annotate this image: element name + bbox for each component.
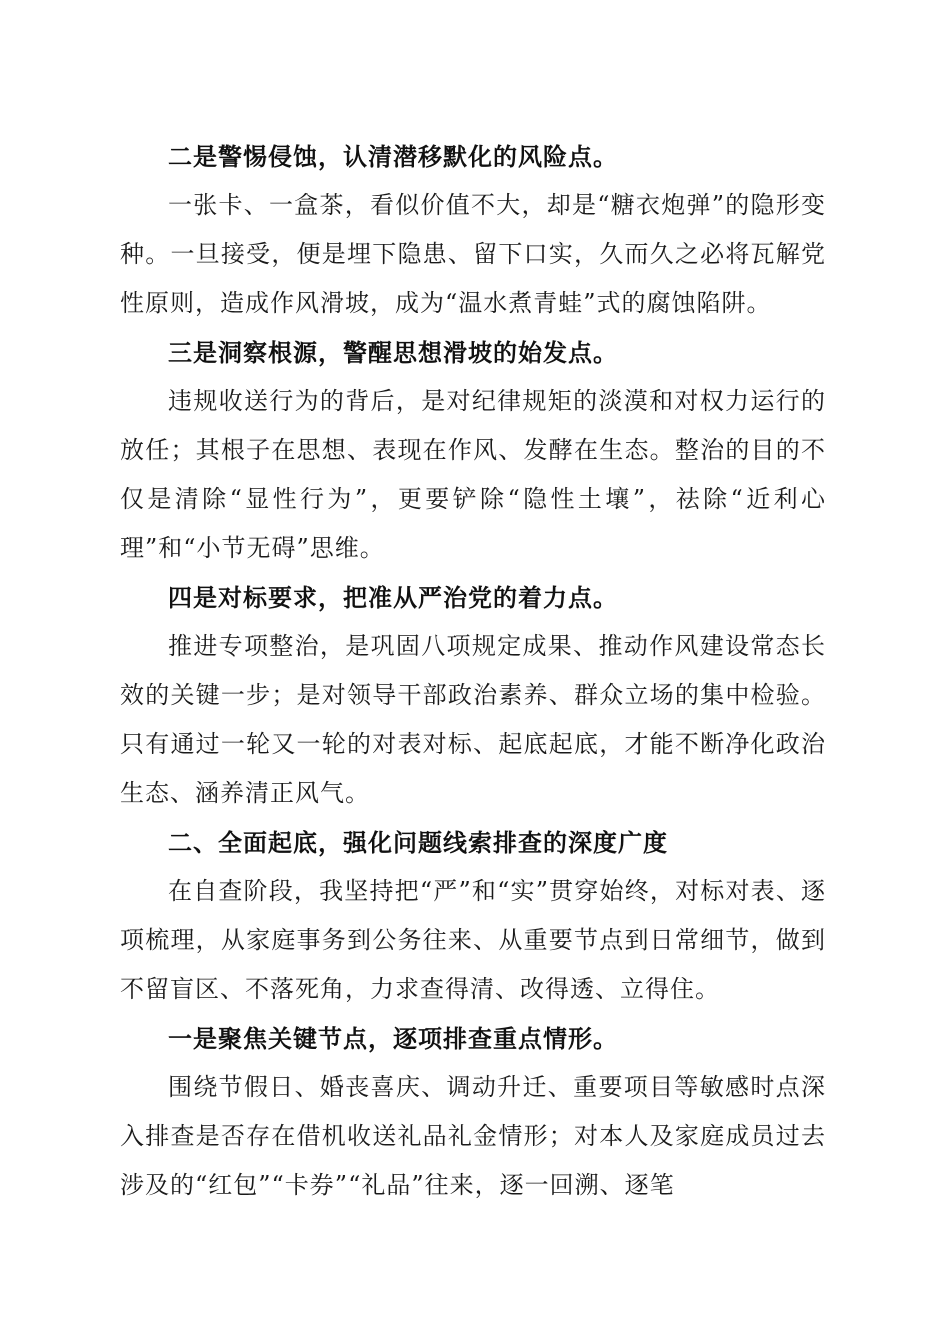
section-heading: 四是对标要求，把准从严治党的着力点。 [168,583,618,612]
body-paragraph: 一张卡、一盒茶，看似价值不大，却是“糖衣炮弹”的隐形变种。一旦接受，便是埋下隐患、留下口实，久而久之必将瓦解党性原则，造成作风滑坡，成为“温水煮青蛙”式的腐蚀陷阱。 [120,191,826,317]
body-paragraph: 违规收送行为的背后，是对纪律规矩的淡漠和对权力运行的放任；其根子在思想、表现在作风、发酵在生态。整治的目的不仅是清除“显性行为”，更要铲除“隐性土壤”，祛除“近利心理”和“小节无碍”思维。 [120,387,826,562]
body-paragraph: 围绕节假日、婚丧喜庆、调动升迁、重要项目等敏感时点深入排查是否存在借机收送礼品礼金情形；对本人及家庭成员过去涉及的“红包”“卡券”“礼品”往来，逐一回溯、逐笔 [120,1073,826,1199]
body-paragraph: 在自查阶段，我坚持把“严”和“实”贯穿始终，对标对表、逐项梳理，从家庭事务到公务往来、从重要节点到日常细节，做到不留盲区、不落死角，力求查得清、改得透、立得住。 [120,877,826,1003]
section-heading: 一是聚焦关键节点，逐项排查重点情形。 [168,1024,618,1053]
document-body [120,132,826,1210]
section-heading: 二是警惕侵蚀，认清潜移默化的风险点。 [168,142,618,171]
body-paragraph: 推进专项整治，是巩固八项规定成果、推动作风建设常态长效的关键一步；是对领导干部政治素养、群众立场的集中检验。只有通过一轮又一轮的对表对标、起底起底，才能不断净化政治生态、涵养清正风气。 [120,632,826,807]
chapter-heading: 二、全面起底，强化问题线索排查的深度广度 [168,828,668,857]
section-heading: 三是洞察根源，警醒思想滑坡的始发点。 [168,338,618,367]
